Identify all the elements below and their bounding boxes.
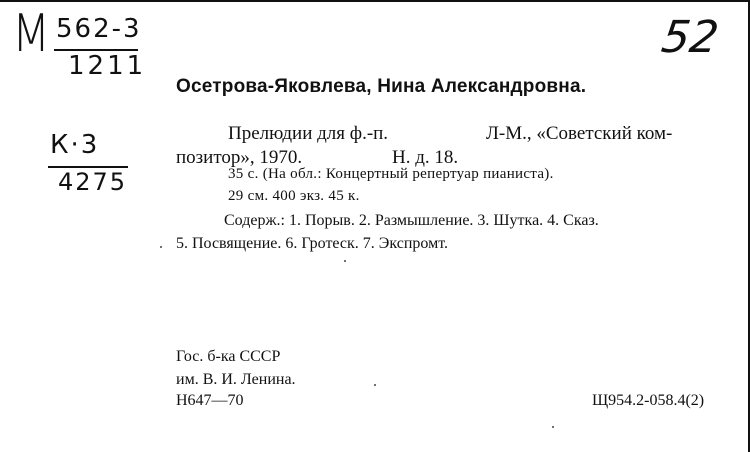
size-edition-price: 29 см. 400 экз. 45 к.: [228, 188, 360, 204]
handwritten-shelf-bottom: 1211: [68, 51, 147, 81]
speck: [344, 260, 346, 262]
contents-line-2: 5. Посвящение. 6. Гротеск. 7. Экспромт.: [176, 235, 449, 252]
speck: [552, 426, 554, 428]
notation-count: Н. д. 18.: [392, 147, 459, 168]
handwritten-number: 52: [658, 12, 722, 63]
publisher-text: Л-М., «Советский ком-: [486, 123, 673, 144]
title-text: Прелюдии для ф.-п.: [228, 123, 389, 144]
contents-line-1: Содерж.: 1. Порыв. 2. Размышление. 3. Шутка. 4. Сказ.: [224, 212, 599, 229]
library-name: Гос. б-ка СССР: [176, 348, 281, 365]
pages-note: 35 с. (На обл.: Концертный репертуар пианиста).: [228, 166, 554, 182]
speck: [374, 384, 376, 386]
handwritten-letter-m: М: [12, 4, 51, 64]
author-heading: Осетрова-Яковлева, Нина Александровна.: [176, 76, 587, 97]
speck: [160, 246, 162, 248]
handwritten-shelf-top: 562-3: [56, 14, 142, 44]
publisher-continuation: позитор», 1970.: [176, 147, 303, 168]
handwritten-class-bottom: 4275: [58, 168, 128, 196]
library-name-continued: им. В. И. Ленина.: [176, 371, 296, 388]
classification-code: Щ954.2-058.4(2): [592, 392, 705, 409]
card-number: Н647—70: [176, 392, 244, 409]
handwritten-class-top: К·3: [50, 130, 100, 160]
